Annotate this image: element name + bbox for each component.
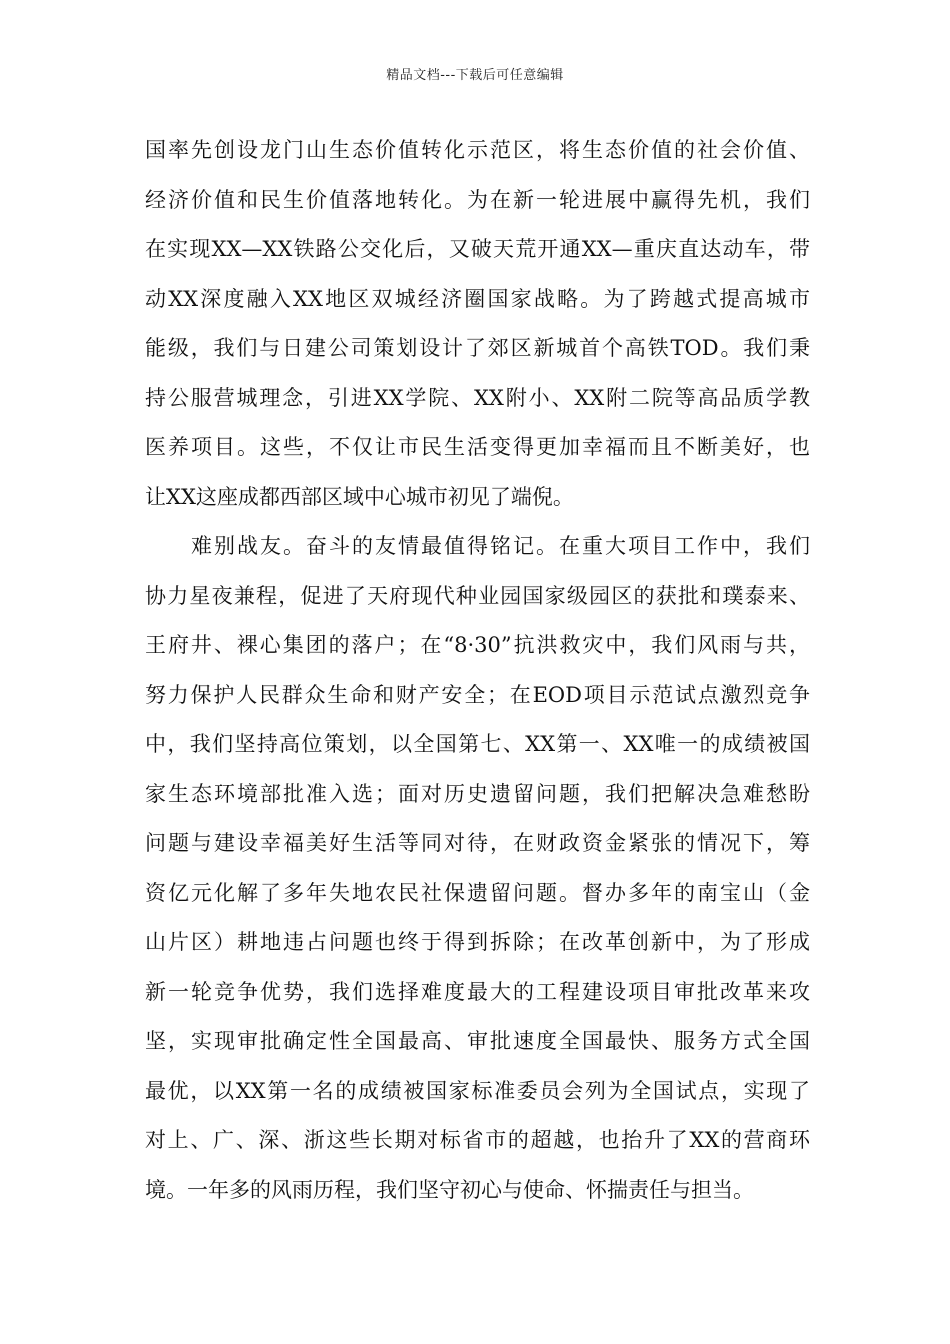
paragraph-1 [145, 126, 810, 522]
text-line: 最优，以XX第一名的成绩被国家标准委员会列为全国试点，实现了 [145, 1078, 810, 1103]
document-body [145, 126, 810, 1215]
text-line: 持公服营城理念，引进XX学院、XX附小、XX附二院等高品质学教 [145, 385, 810, 410]
text-line: 经济价值和民生价值落地转化。为在新一轮进展中赢得先机，我们 [145, 187, 810, 212]
page-header: 精品文档---下载后可任意编辑 [386, 68, 564, 83]
text-line: 医养项目。这些，不仅让市民生活变得更加幸福而且不断美好，也 [145, 435, 810, 459]
text-line: 中，我们坚持高位策划，以全国第七、XX第一、XX唯一的成绩被国 [145, 732, 810, 756]
text-line: 坚，实现审批确定性全国最高、审批速度全国最快、服务方式全国 [145, 1029, 810, 1053]
text-line: 资亿元化解了多年失地农民社保遗留问题。督办多年的南宝山（金 [145, 880, 810, 905]
text-line: 动XX深度融入XX地区双城经济圈国家战略。为了跨越式提高城市 [145, 286, 810, 311]
text-line: 在实现XX—XX铁路公交化后，又破天荒开通XX—重庆直达动车，带 [145, 237, 810, 261]
text-line: 难别战友。奋斗的友情最值得铭记。在重大项目工作中，我们 [145, 534, 810, 558]
text-line: 能级，我们与日建公司策划设计了郊区新城首个高铁TOD。我们秉 [145, 336, 810, 360]
text-line: 国率先创设龙门山生态价值转化示范区，将生态价值的社会价值、 [145, 138, 810, 162]
text-line: 问题与建设幸福美好生活等同对待，在财政资金紧张的情况下，筹 [145, 831, 810, 855]
text-line: 家生态环境部批准入选；面对历史遗留问题，我们把解决急难愁盼 [145, 781, 810, 806]
text-line: 协力星夜兼程，促进了天府现代种业园国家级园区的获批和璞泰来、 [145, 583, 810, 608]
text-line: 境。一年多的风雨历程，我们坚守初心与使命、怀揣责任与担当。 [145, 1177, 754, 1202]
text-line: 努力保护人民群众生命和财产安全；在EOD项目示范试点激烈竞争 [145, 682, 810, 707]
text-line: 让XX这座成都西部区域中心城市初见了端倪。 [145, 484, 574, 509]
paragraph-2 [145, 522, 810, 1215]
text-line: 新一轮竞争优势，我们选择难度最大的工程建设项目审批改革来攻 [145, 979, 810, 1004]
text-line: 山片区）耕地违占问题也终于得到拆除；在改革创新中，为了形成 [145, 930, 810, 954]
text-line: 王府井、裸心集团的落户；在“8·30”抗洪救灾中，我们风雨与共， [145, 633, 810, 657]
text-line: 对上、广、深、浙这些长期对标省市的超越，也抬升了XX的营商环 [145, 1128, 810, 1152]
